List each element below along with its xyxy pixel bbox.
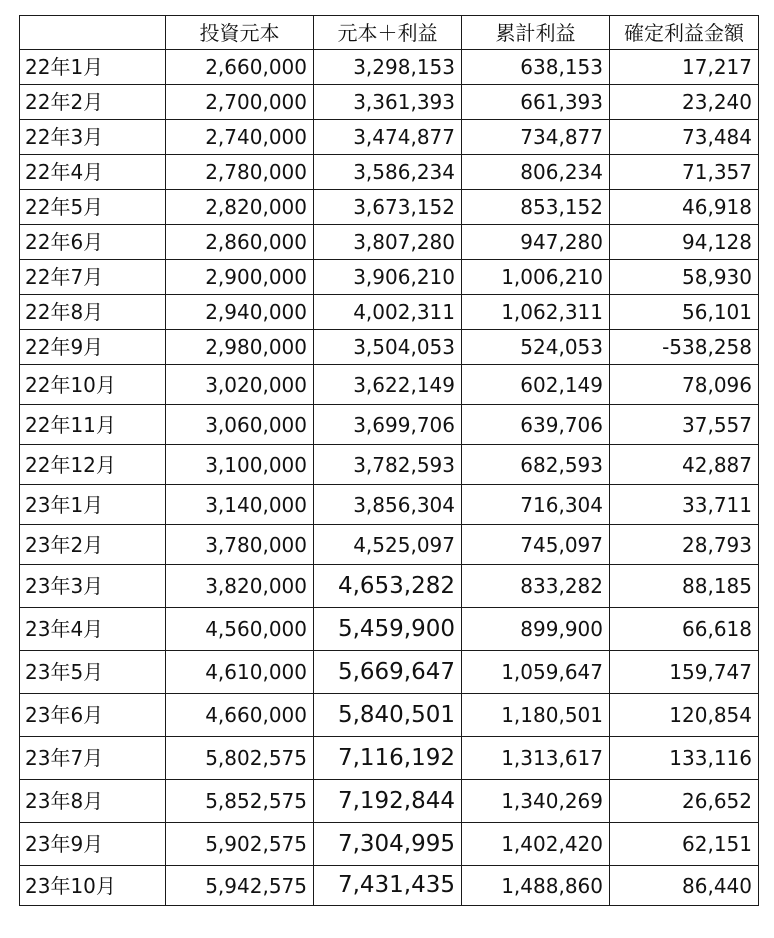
table-row <box>20 737 759 780</box>
cell-realized-profit[interactable]: 37,557 <box>610 405 759 445</box>
cell-realized-profit[interactable]: 23,240 <box>610 85 759 120</box>
cell-cumulative-profit[interactable]: 639,706 <box>462 405 610 445</box>
cell-cumulative-profit[interactable]: 899,900 <box>462 608 610 651</box>
cell-realized-profit[interactable]: 71,357 <box>610 155 759 190</box>
cell-cumulative-profit[interactable]: 734,877 <box>462 120 610 155</box>
cell-realized-profit[interactable]: 88,185 <box>610 565 759 608</box>
table-row <box>20 485 759 525</box>
cell-principal[interactable]: 3,140,000 <box>166 485 314 525</box>
row-label-cell[interactable]: 22年7月 <box>20 260 166 295</box>
row-label-cell[interactable]: 22年6月 <box>20 225 166 260</box>
row-label-cell[interactable]: 23年4月 <box>20 608 166 651</box>
cell-principal-plus-profit[interactable]: 3,622,149 <box>314 365 462 405</box>
row-label-cell[interactable]: 22年12月 <box>20 445 166 485</box>
row-label-cell[interactable]: 23年9月 <box>20 823 166 866</box>
cell-principal-plus-profit[interactable]: 7,192,844 <box>314 780 462 823</box>
row-label-cell[interactable]: 23年3月 <box>20 565 166 608</box>
cell-realized-profit[interactable]: 78,096 <box>610 365 759 405</box>
cell-principal[interactable]: 2,940,000 <box>166 295 314 330</box>
cell-principal[interactable]: 2,900,000 <box>166 260 314 295</box>
cell-cumulative-profit[interactable]: 1,006,210 <box>462 260 610 295</box>
cell-principal-plus-profit[interactable]: 3,298,153 <box>314 50 462 85</box>
row-label-cell[interactable]: 22年3月 <box>20 120 166 155</box>
cell-principal[interactable]: 2,660,000 <box>166 50 314 85</box>
cell-realized-profit[interactable]: 17,217 <box>610 50 759 85</box>
cell-realized-profit[interactable]: 133,116 <box>610 737 759 780</box>
cell-realized-profit[interactable]: 28,793 <box>610 525 759 565</box>
table-row <box>20 260 759 295</box>
table-row <box>20 651 759 694</box>
header-cell-cumulative-profit[interactable]: 累計利益 <box>462 16 610 50</box>
cell-realized-profit[interactable]: -538,258 <box>610 330 759 365</box>
cell-principal[interactable]: 4,560,000 <box>166 608 314 651</box>
cell-principal-plus-profit[interactable]: 7,304,995 <box>314 823 462 866</box>
cell-principal-plus-profit[interactable]: 7,116,192 <box>314 737 462 780</box>
cell-cumulative-profit[interactable]: 716,304 <box>462 485 610 525</box>
header-cell-principal[interactable]: 投資元本 <box>166 16 314 50</box>
header-row <box>20 16 759 50</box>
row-label-cell[interactable]: 23年7月 <box>20 737 166 780</box>
cell-realized-profit[interactable]: 58,930 <box>610 260 759 295</box>
cell-principal-plus-profit[interactable]: 3,673,152 <box>314 190 462 225</box>
row-label-cell[interactable]: 23年6月 <box>20 694 166 737</box>
row-label-cell[interactable]: 22年10月 <box>20 365 166 405</box>
table-row <box>20 85 759 120</box>
header-cell-realized-profit[interactable]: 確定利益金額 <box>610 16 759 50</box>
cell-principal-plus-profit[interactable]: 3,807,280 <box>314 225 462 260</box>
cell-principal-plus-profit[interactable]: 4,525,097 <box>314 525 462 565</box>
table-row <box>20 330 759 365</box>
table-body <box>20 50 759 906</box>
spreadsheet-table <box>19 15 759 906</box>
table-row <box>20 866 759 906</box>
cell-principal-plus-profit[interactable]: 7,431,435 <box>314 866 462 906</box>
cell-principal[interactable]: 2,780,000 <box>166 155 314 190</box>
table-row <box>20 295 759 330</box>
cell-realized-profit[interactable]: 73,484 <box>610 120 759 155</box>
cell-cumulative-profit[interactable]: 745,097 <box>462 525 610 565</box>
cell-principal[interactable]: 5,852,575 <box>166 780 314 823</box>
cell-realized-profit[interactable]: 94,128 <box>610 225 759 260</box>
cell-cumulative-profit[interactable]: 1,488,860 <box>462 866 610 906</box>
cell-cumulative-profit[interactable]: 1,062,311 <box>462 295 610 330</box>
table-row <box>20 608 759 651</box>
cell-principal-plus-profit[interactable]: 3,361,393 <box>314 85 462 120</box>
cell-principal-plus-profit[interactable]: 3,586,234 <box>314 155 462 190</box>
cell-cumulative-profit[interactable]: 947,280 <box>462 225 610 260</box>
cell-cumulative-profit[interactable]: 682,593 <box>462 445 610 485</box>
row-label-cell[interactable]: 23年2月 <box>20 525 166 565</box>
cell-cumulative-profit[interactable]: 661,393 <box>462 85 610 120</box>
table-row <box>20 405 759 445</box>
cell-principal-plus-profit[interactable]: 3,856,304 <box>314 485 462 525</box>
cell-cumulative-profit[interactable]: 1,180,501 <box>462 694 610 737</box>
header-cell-principal-plus-profit[interactable]: 元本＋利益 <box>314 16 462 50</box>
table-row <box>20 120 759 155</box>
row-label-cell[interactable]: 22年8月 <box>20 295 166 330</box>
cell-cumulative-profit[interactable]: 602,149 <box>462 365 610 405</box>
table-row <box>20 50 759 85</box>
cell-principal[interactable]: 2,820,000 <box>166 190 314 225</box>
cell-cumulative-profit[interactable]: 853,152 <box>462 190 610 225</box>
cell-cumulative-profit[interactable]: 1,313,617 <box>462 737 610 780</box>
cell-realized-profit[interactable]: 33,711 <box>610 485 759 525</box>
table-row <box>20 190 759 225</box>
cell-realized-profit[interactable]: 42,887 <box>610 445 759 485</box>
cell-principal[interactable]: 3,100,000 <box>166 445 314 485</box>
row-label-cell[interactable]: 22年1月 <box>20 50 166 85</box>
table-row <box>20 225 759 260</box>
table-row <box>20 525 759 565</box>
cell-cumulative-profit[interactable]: 524,053 <box>462 330 610 365</box>
table-row <box>20 780 759 823</box>
row-label-cell[interactable]: 22年11月 <box>20 405 166 445</box>
row-label-cell[interactable]: 23年1月 <box>20 485 166 525</box>
cell-cumulative-profit[interactable]: 806,234 <box>462 155 610 190</box>
table-row <box>20 365 759 405</box>
row-label-cell[interactable]: 23年10月 <box>20 866 166 906</box>
table-row <box>20 565 759 608</box>
cell-realized-profit[interactable]: 62,151 <box>610 823 759 866</box>
cell-principal[interactable]: 3,780,000 <box>166 525 314 565</box>
cell-principal[interactable]: 2,860,000 <box>166 225 314 260</box>
cell-principal[interactable]: 3,020,000 <box>166 365 314 405</box>
row-label-cell[interactable]: 22年4月 <box>20 155 166 190</box>
cell-realized-profit[interactable]: 159,747 <box>610 651 759 694</box>
cell-principal-plus-profit[interactable]: 3,504,053 <box>314 330 462 365</box>
cell-cumulative-profit[interactable]: 1,059,647 <box>462 651 610 694</box>
table-row <box>20 694 759 737</box>
cell-principal-plus-profit[interactable]: 5,840,501 <box>314 694 462 737</box>
cell-principal-plus-profit[interactable]: 5,459,900 <box>314 608 462 651</box>
cell-principal-plus-profit[interactable]: 5,669,647 <box>314 651 462 694</box>
cell-principal[interactable]: 2,980,000 <box>166 330 314 365</box>
cell-principal[interactable]: 2,740,000 <box>166 120 314 155</box>
cell-principal-plus-profit[interactable]: 4,002,311 <box>314 295 462 330</box>
cell-realized-profit[interactable]: 56,101 <box>610 295 759 330</box>
row-label-cell[interactable]: 23年5月 <box>20 651 166 694</box>
cell-principal[interactable]: 4,610,000 <box>166 651 314 694</box>
table-row <box>20 155 759 190</box>
cell-principal-plus-profit[interactable]: 3,474,877 <box>314 120 462 155</box>
cell-principal[interactable]: 5,902,575 <box>166 823 314 866</box>
cell-principal-plus-profit[interactable]: 3,906,210 <box>314 260 462 295</box>
cell-cumulative-profit[interactable]: 833,282 <box>462 565 610 608</box>
cell-realized-profit[interactable]: 120,854 <box>610 694 759 737</box>
cell-realized-profit[interactable]: 46,918 <box>610 190 759 225</box>
cell-principal[interactable]: 5,802,575 <box>166 737 314 780</box>
cell-principal[interactable]: 3,060,000 <box>166 405 314 445</box>
row-label-cell[interactable]: 23年8月 <box>20 780 166 823</box>
cell-principal-plus-profit[interactable]: 3,782,593 <box>314 445 462 485</box>
cell-principal[interactable]: 3,820,000 <box>166 565 314 608</box>
cell-principal[interactable]: 2,700,000 <box>166 85 314 120</box>
cell-cumulative-profit[interactable]: 638,153 <box>462 50 610 85</box>
cell-realized-profit[interactable]: 66,618 <box>610 608 759 651</box>
table-row <box>20 445 759 485</box>
cell-principal-plus-profit[interactable]: 3,699,706 <box>314 405 462 445</box>
cell-realized-profit[interactable]: 26,652 <box>610 780 759 823</box>
cell-cumulative-profit[interactable]: 1,402,420 <box>462 823 610 866</box>
row-label-cell[interactable]: 22年9月 <box>20 330 166 365</box>
cell-realized-profit[interactable]: 86,440 <box>610 866 759 906</box>
cell-principal[interactable]: 5,942,575 <box>166 866 314 906</box>
cell-cumulative-profit[interactable]: 1,340,269 <box>462 780 610 823</box>
cell-principal-plus-profit[interactable]: 4,653,282 <box>314 565 462 608</box>
table-row <box>20 823 759 866</box>
row-label-cell[interactable]: 22年2月 <box>20 85 166 120</box>
row-label-cell[interactable]: 22年5月 <box>20 190 166 225</box>
cell-principal[interactable]: 4,660,000 <box>166 694 314 737</box>
header-cell-corner[interactable] <box>20 16 166 50</box>
